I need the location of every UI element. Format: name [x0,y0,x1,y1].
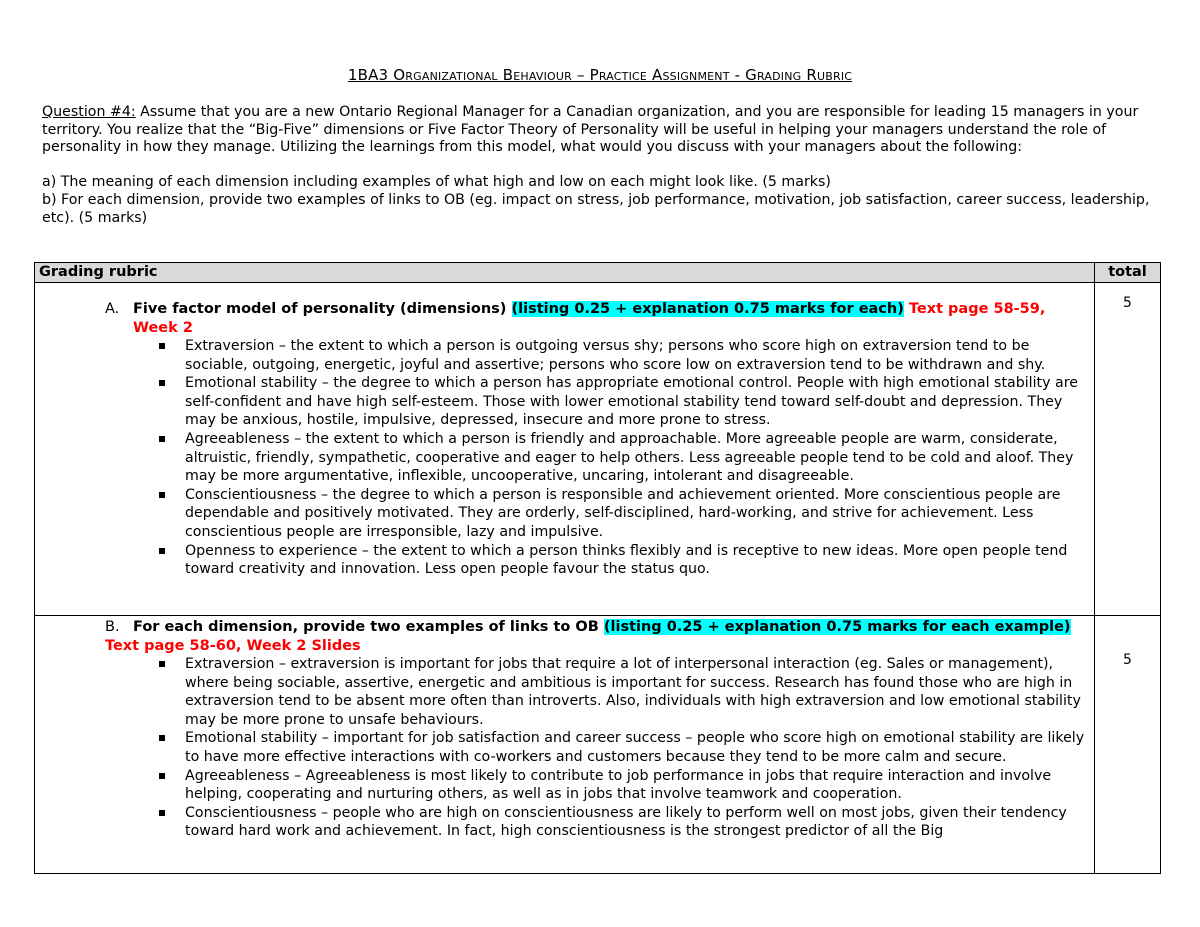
list-item: Openness to experience – the extent to which a person thinks flexibly and is receptive to new ideas. More open people tend toward creativity and innovation. Less open people favour the status quo. [35,542,1094,579]
list-item: Agreeableness – Agreeableness is most likely to contribute to job performance in jobs that require interaction and involve helping, cooperating and nurturing others, as well as in jobs that involve teamwork and cooperation. [35,767,1094,804]
question-label: Question #4: [42,104,136,120]
list-item: Conscientiousness – people who are high on conscientiousness are likely to perform well on most jobs, given their tendency toward hard work and achievement. In fact, high conscientiousness is the strongest predictor of all the Big [35,804,1094,841]
bullet-icon [159,810,165,816]
title-code: 1BA3 [347,66,389,84]
bullet-icon [159,343,165,349]
section-a-title: Five factor model of personality (dimensions) [133,301,507,317]
table-row-section-b [35,616,1161,874]
list-item: Emotional stability – important for job satisfaction and career success – people who score high on emotional stability are likely to have more effective interactions with co-workers and customers because they tend to be more calm and secure. [35,729,1094,766]
section-a-cell [35,283,1095,616]
header-total: total [1095,263,1161,283]
question-block [42,104,1162,227]
section-b-reference: Text page 58-60, Week 2 Slides [105,637,361,654]
bullet-icon [159,492,165,498]
section-a-heading [35,300,1094,337]
list-item: Extraversion – extraversion is important for jobs that require a lot of interpersonal interaction (eg. Sales or management), where being sociable, assertive, energetic and ambitious is important for success. Research has found those who are high in extraversion tend to be absent more often than introverts. Also, individuals with high extraversion and low emotional stability may be more prone to unsafe behaviours. [35,655,1094,729]
bullet-icon [159,380,165,386]
bullet-icon [159,773,165,779]
bullet-icon [159,661,165,667]
list-item: Conscientiousness – the degree to which a person is responsible and achievement oriented. More conscientious people are dependable and positively motivated. They are orderly, self-disciplined, hard-working, and strive for achievement. Less conscientious people are irresponsible, lazy and impulsive. [35,486,1094,542]
document-title [0,66,1200,84]
section-b-marker: B. [105,619,120,635]
section-b-heading [35,618,1094,637]
section-b-list [35,655,1094,841]
table-row-section-a [35,283,1161,616]
question-part-b: b) For each dimension, provide two examples of links to OB (eg. impact on stress, job performance, motivation, job satisfaction, career success, leadership, etc). (5 marks) [42,191,1150,226]
section-a-total: 5 [1123,295,1132,311]
table-header-row [35,263,1161,283]
grading-rubric-table [34,262,1161,874]
section-b-marks-highlight: (listing 0.25 + explanation 0.75 marks for each example) [603,619,1071,635]
question-text: Assume that you are a new Ontario Regional Manager for a Canadian organization, and you are responsible for leading 15 managers in your territory. You realize that the “Big-Five” dimensions or Five Factor Theory of Personality will be useful in helping your managers understand the role of personality in how they manage. Utilizing the learnings from this model, what would you discuss with your managers about the following: [42,104,1139,156]
section-b-total-cell [1095,616,1161,874]
section-b-total: 5 [1123,652,1132,668]
section-a-marker: A. [105,301,120,317]
question-paragraph [42,104,1162,157]
section-a-total-cell [1095,283,1161,616]
section-a-marks-highlight: (listing 0.25 + explanation 0.75 marks for each) [511,301,904,317]
list-item: Agreeableness – the extent to which a person is friendly and approachable. More agreeable people are warm, considerate, altruistic, friendly, sympathetic, cooperative and eager to help others. Less agreeable people tend to be cold and aloof. They may be more argumentative, inflexible, uncooperative, uncaring, intolerant and disagreeable. [35,430,1094,486]
section-a-list [35,337,1094,579]
bullet-icon [159,436,165,442]
section-b-cell [35,616,1095,874]
question-part-a: a) The meaning of each dimension including examples of what high and low on each might look like. (5 marks) [42,174,831,191]
bullet-icon [159,735,165,741]
header-grading-rubric: Grading rubric [35,263,1095,283]
title-rest: Organizational Behaviour – Practice Assignment - Grading Rubric [393,66,853,84]
section-a-reference: Text page 58-59, Week 2 [133,301,1046,336]
list-item: Emotional stability – the degree to which a person has appropriate emotional control. People with high emotional stability are self-confident and have high self-esteem. Those with lower emotional stability tend toward self-doubt and depression. They may be anxious, hostile, impulsive, depressed, insecure and more prone to stress. [35,374,1094,430]
list-item: Extraversion – the extent to which a person is outgoing versus shy; persons who score high on extraversion tend to be sociable, outgoing, energetic, joyful and assertive; persons who score low on extraversion tend to be withdrawn and shy. [35,337,1094,374]
section-b-title: For each dimension, provide two examples of links to OB [133,619,599,635]
bullet-icon [159,548,165,554]
